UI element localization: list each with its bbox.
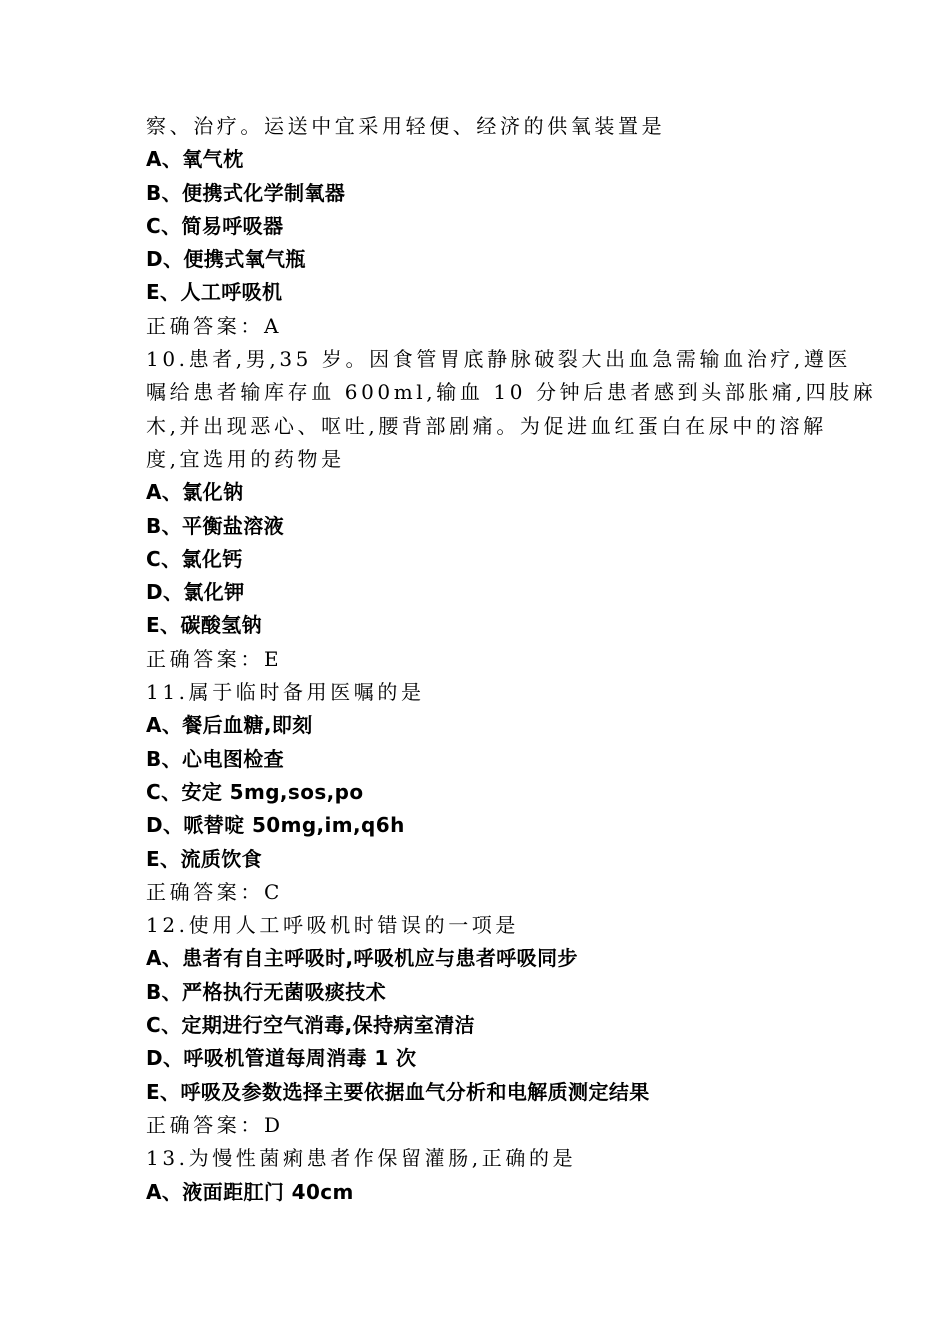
option-a: A、餐后血糖,即刻 [146, 713, 313, 738]
option-a: A、氧气枕 [146, 147, 244, 172]
option-d: D、便携式氧气瓶 [146, 247, 306, 272]
option-c: C、安定 5mg,sos,po [146, 779, 364, 804]
correct-answer: 正确答案：D [146, 1112, 284, 1137]
document-page [146, 110, 877, 1209]
correct-answer: 正确答案：C [146, 879, 283, 904]
question-13: 13.为慢性菌痢患者作保留灌肠,正确的是 [146, 1146, 577, 1171]
option-e: E、呼吸及参数选择主要依据血气分析和电解质测定结果 [146, 1079, 650, 1104]
option-c: C、定期进行空气消毒,保持病室清洁 [146, 1013, 476, 1038]
option-b: B、平衡盐溶液 [146, 513, 285, 538]
question-10-line: 10.患者,男,35 岁。因食管胃底静脉破裂大出血急需输血治疗,遵医 [146, 347, 852, 372]
option-b: B、心电图检查 [146, 746, 285, 771]
option-d: D、呼吸机管道每周消毒 1 次 [146, 1046, 417, 1071]
option-a: A、患者有自主呼吸时,呼吸机应与患者呼吸同步 [146, 946, 578, 971]
option-a: A、液面距肛门 40cm [146, 1179, 354, 1204]
question-10-line: 嘱给患者输库存血 600ml,输血 10 分钟后患者感到头部胀痛,四肢麻 [146, 380, 877, 405]
option-e: E、人工呼吸机 [146, 280, 283, 305]
option-b: B、严格执行无菌吸痰技术 [146, 979, 387, 1004]
option-d: D、哌替啶 50mg,im,q6h [146, 813, 405, 838]
question-11: 11.属于临时备用医嘱的是 [146, 680, 425, 705]
option-e: E、流质饮食 [146, 846, 263, 871]
option-b: B、便携式化学制氧器 [146, 180, 346, 205]
correct-answer: 正确答案：E [146, 646, 283, 671]
question-10-line: 度,宜选用的药物是 [146, 446, 345, 471]
option-a: A、氯化钠 [146, 480, 244, 505]
option-d: D、氯化钾 [146, 580, 245, 605]
question-text: 察、治疗。运送中宜采用轻便、经济的供氧装置是 [146, 114, 666, 138]
question-12: 12.使用人工呼吸机时错误的一项是 [146, 913, 520, 938]
correct-answer: 正确答案：A [146, 313, 283, 338]
option-e: E、碳酸氢钠 [146, 613, 263, 638]
question-10-line: 木,并出现恶心、呕吐,腰背部剧痛。为促进血红蛋白在尿中的溶解 [146, 413, 827, 438]
option-c: C、氯化钙 [146, 546, 243, 571]
option-c: C、简易呼吸器 [146, 213, 284, 238]
